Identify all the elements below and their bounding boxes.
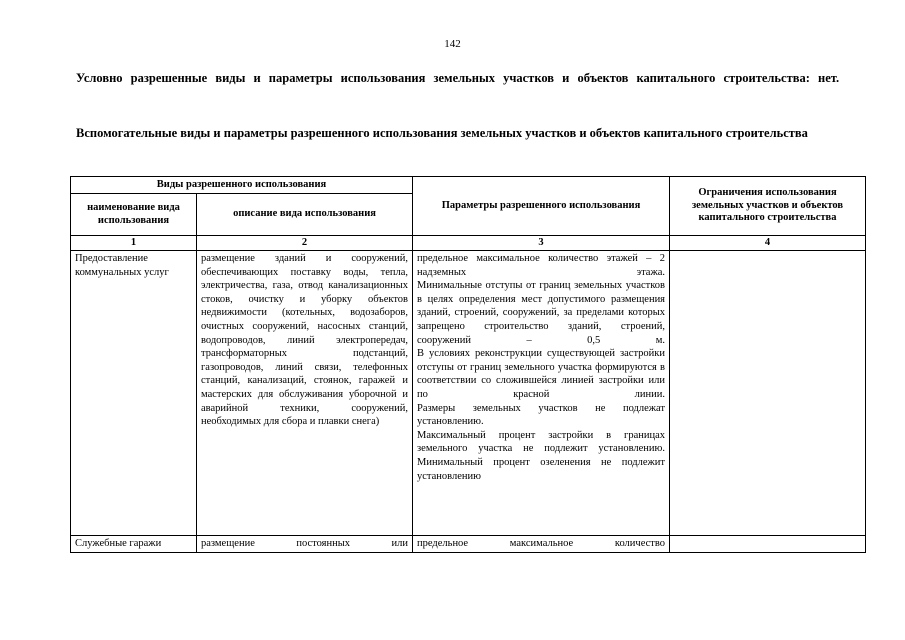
page-number: 142 bbox=[444, 38, 461, 50]
use-restrictions-cell bbox=[670, 251, 866, 536]
use-parameters-cell bbox=[413, 251, 670, 536]
use-description-cell: размещение зданий и сооружений, обеспечивающих поставку воды, тепла, электричества, газа, отвод канализационных стоков, очистку и уборку объектов недвижимости (котельных, водозаборов, очистных сооружений, насосных станций, водопроводов, линий электропередач, трансформаторных подстанций, газопроводов, линий связи, телефонных станций, канализаций, стоянок, гаражей и мастерских для обслуживания уборочной и аварийной техники, сооружений, необходимых для сбора и плавки снега) bbox=[197, 251, 413, 536]
group-header-cell: Виды разрешенного использования bbox=[71, 177, 413, 194]
column-number-row bbox=[71, 236, 866, 251]
parameter-paragraph: Минимальный процент озеленения не подлежит установлению bbox=[417, 456, 666, 482]
parameter-paragraph: В условиях реконструкции существующей застройки отступы от границ земельного участка формируются в соответствии со сложившейся линией застройки или по красной линии. bbox=[417, 348, 666, 400]
use-restrictions-cell bbox=[670, 536, 866, 553]
parameter-paragraph: Минимальные отступы от границ земельных участков в целях определения мест допустимого размещения зданий, строений, сооружений, за пределами которых запрещено строительство зданий, строений, сооружений – 0,5 м. bbox=[417, 280, 666, 346]
column-number: 4 bbox=[670, 236, 866, 251]
parameter-paragraph: предельное максимальное количество этажей – 2 надземных этажа. bbox=[417, 253, 666, 278]
table-row bbox=[71, 251, 866, 536]
heading-conditional-uses: Условно разрешенные виды и параметры использования земельных участков и объектов капитального строительства: нет. bbox=[76, 71, 840, 85]
header-row-1 bbox=[71, 177, 866, 194]
use-name-cell: Предоставление коммунальных услуг bbox=[71, 251, 197, 536]
use-description-cell bbox=[197, 536, 413, 553]
restrictions-header-cell: Ограничения использования земельных участков и объектов капитального строительства bbox=[670, 177, 866, 236]
parameter-paragraph: Размеры земельных участков не подлежат установлению. bbox=[417, 402, 666, 428]
table-row bbox=[71, 536, 866, 553]
parameter-paragraph: Максимальный процент застройки в границах земельного участка не подлежит установлению. bbox=[417, 429, 666, 455]
column-number: 3 bbox=[413, 236, 670, 251]
column-number: 1 bbox=[71, 236, 197, 251]
description-header-cell: описание вида использования bbox=[197, 194, 413, 236]
column-number: 2 bbox=[197, 236, 413, 251]
parameter-line: предельное максимальное количество bbox=[417, 538, 666, 549]
use-name-cell: Служебные гаражи bbox=[71, 536, 197, 553]
use-parameters-cell bbox=[413, 536, 670, 553]
heading-auxiliary-uses: Вспомогательные виды и параметры разрешенного использования земельных участков и объектов капитального строительства bbox=[76, 126, 808, 140]
land-use-table bbox=[70, 176, 866, 553]
name-header-cell: наименование вида использования bbox=[71, 194, 197, 236]
description-line: размещение постоянных или bbox=[201, 538, 409, 549]
parameters-header-cell: Параметры разрешенного использования bbox=[413, 177, 670, 236]
